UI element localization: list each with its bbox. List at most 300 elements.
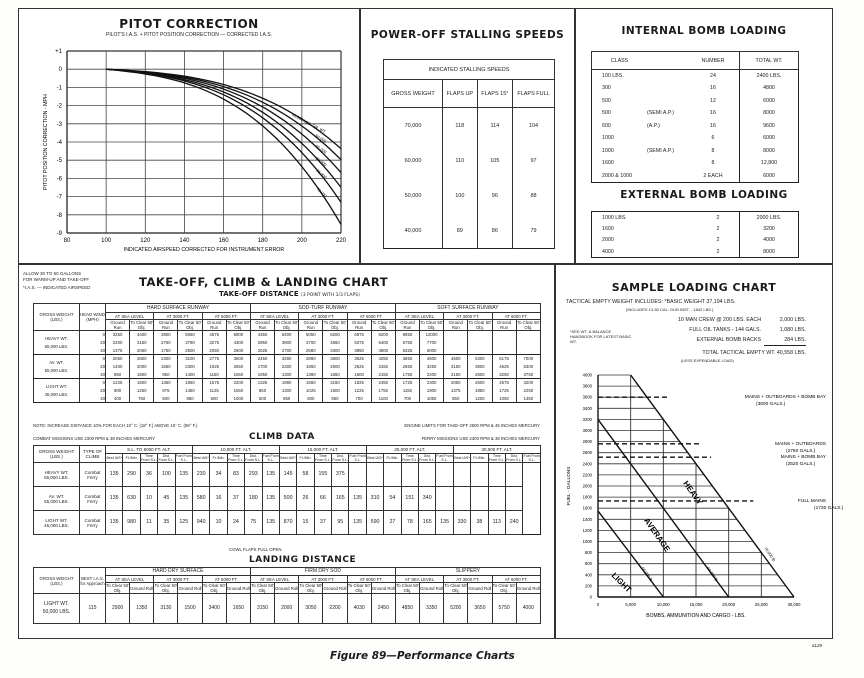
bomb-type xyxy=(647,95,687,108)
sub-column-header: Ground Run xyxy=(444,320,468,331)
bomb-total: 2400 LBS. xyxy=(740,70,799,83)
takeoff-cell: 40 xyxy=(80,371,106,379)
internal-bomb-row xyxy=(592,145,799,158)
weight-lbs: 45,000 LBS. xyxy=(44,392,69,397)
climb-type-combat: Combat xyxy=(84,517,101,523)
takeoff-cell: 1500 xyxy=(130,371,154,379)
climb-cell: 36 xyxy=(140,463,157,487)
takeoff-cell: 2650 xyxy=(395,363,419,371)
altitude-header: AT 3000 FT. xyxy=(299,576,347,583)
takeoff-cell: 3800 xyxy=(468,363,492,371)
sample-item-label: 10 MAN CREW @ 200 LBS. EACH xyxy=(677,317,762,323)
takeoff-cell: 2150 xyxy=(371,371,395,379)
climb-sub-header: Dist. From S.L. xyxy=(245,454,262,462)
takeoff-cell: 4500 xyxy=(420,355,444,363)
takeoff-cell: 1200 xyxy=(468,395,492,403)
internal-bomb-header: NUMBER xyxy=(687,52,740,70)
pitot-y-tick: +1 xyxy=(55,49,62,55)
landing-title: LANDING DISTANCE xyxy=(249,555,357,565)
sub-column-header: To Clear 50' Obj. xyxy=(178,320,202,330)
climb-sub-header: Time From S.L. xyxy=(401,454,418,462)
takeoff-cell: 7700 xyxy=(420,339,444,347)
loading-y-tick: 1600 xyxy=(582,505,592,511)
takeoff-subtitle: TAKE-OFF DISTANCE xyxy=(219,290,299,298)
bomb-class: 300 xyxy=(592,82,648,95)
stalling-header: FLAPS 15° xyxy=(477,80,512,108)
takeoff-cell: 1325 xyxy=(250,379,274,387)
stalling-cell: 89 xyxy=(443,213,478,248)
bomb-class: 100 LBS. xyxy=(592,70,648,83)
takeoff-cell: 1600 xyxy=(130,379,154,387)
bomb-loading-panel xyxy=(575,8,833,264)
takeoff-cell: 6175 xyxy=(492,355,516,363)
takeoff-cell: 0 xyxy=(80,355,106,363)
bomb-type: (A.P.) xyxy=(647,122,660,129)
bomb-class: 1600 xyxy=(592,223,698,235)
sub-column-header: To Clear 50' Obj. xyxy=(347,583,371,593)
climb-type xyxy=(80,463,106,487)
takeoff-cell: 1050 xyxy=(250,371,274,379)
takeoff-cell: 2025 xyxy=(250,347,274,355)
takeoff-cell: 5375 xyxy=(347,339,371,347)
takeoff-cell xyxy=(492,339,516,347)
landing-cell: 2000 xyxy=(275,594,299,624)
climb-cell: 135 xyxy=(175,463,192,487)
sub-column-header: Ground Roll xyxy=(371,583,395,594)
climb-cell xyxy=(488,487,505,511)
landing-cell: 3400 xyxy=(202,594,226,624)
climb-cell: 66 xyxy=(314,487,331,511)
takeoff-cell: 1250 xyxy=(130,387,154,395)
altitude-header: AT SEA LEVEL xyxy=(106,313,154,320)
takeoff-cell: 3150 xyxy=(323,379,347,387)
spacer xyxy=(647,52,687,70)
bomb-number: 2 xyxy=(716,248,720,255)
climb-cell: 135 xyxy=(262,487,279,511)
sub-column-header: To Clear 50' Obj. xyxy=(323,320,347,330)
climb-cell: 500 xyxy=(279,487,296,511)
climb-altitude: 30,000 FT. ALT. xyxy=(453,446,540,454)
pitot-series-label: 60,000 xyxy=(314,155,328,168)
takeoff-cell: 700 xyxy=(395,395,419,403)
fuel-reference-label: MAINS + OUTBOARDS + BOMB BAY xyxy=(744,395,826,401)
side-note: *SEE WT. & BALANCE HANDBOOK FOR LATEST BASIC WT. xyxy=(570,329,632,344)
takeoff-cell: 2200 xyxy=(106,339,130,347)
climb-cell: 151 xyxy=(401,487,418,511)
pitot-x-tick: 120 xyxy=(140,238,151,244)
internal-bomb-header: TOTAL WT. xyxy=(740,52,799,70)
sub-column-header: Ground Run xyxy=(299,320,323,331)
sample-item-value: 284 LBS. xyxy=(764,335,806,346)
climb-sub-header: Best IAS* xyxy=(106,454,123,463)
sample-item-value: 2,000 LBS. xyxy=(779,317,806,323)
sub-column-header: Ground Run xyxy=(154,320,178,331)
climb-sub-header: Time From S.L. xyxy=(228,454,244,462)
takeoff-cell: 3525 xyxy=(347,355,371,363)
basic-weight-value: 37,194 LBS. xyxy=(706,299,736,305)
weight-label: LIGHT WT. xyxy=(45,384,68,389)
loading-y-tick: 3200 xyxy=(582,416,592,422)
climb-row xyxy=(34,487,541,511)
bomb-class: 600 xyxy=(592,120,648,133)
takeoff-cell: 2050 xyxy=(444,379,468,387)
loading-y-tick: 2800 xyxy=(582,439,592,445)
pitot-y-tick: -6 xyxy=(56,176,62,183)
sub-column-header: Ground Run xyxy=(395,320,419,331)
takeoff-table xyxy=(33,303,541,403)
pitot-x-tick: 80 xyxy=(63,238,71,244)
climb-altitude: 15,000 FT. ALT. xyxy=(279,446,366,454)
stalling-cell: 105 xyxy=(477,143,512,178)
pitot-series-label: 70,000 xyxy=(315,186,329,199)
climb-table xyxy=(33,445,541,535)
climb-sub-header: Fuel From S.L. xyxy=(349,454,366,462)
pitot-y-tick: -4 xyxy=(56,140,62,146)
climb-sub-header: Time From S.L. xyxy=(488,454,505,462)
takeoff-cell: 1050 xyxy=(420,395,444,403)
loading-y-tick: 1400 xyxy=(582,516,592,522)
takeoff-cell: 2250 xyxy=(516,387,540,395)
total-label: TOTAL TACTICAL EMPTY WT. xyxy=(702,350,776,356)
sub-column-header: To Clear 50' Obj. xyxy=(130,320,154,330)
bomb-type xyxy=(647,157,687,170)
climb-type-ferry: Ferry xyxy=(87,498,98,504)
bomb-type xyxy=(647,82,687,95)
climb-cell: 165 xyxy=(419,511,436,535)
takeoff-cell: 2050 xyxy=(202,347,226,355)
stalling-row xyxy=(384,108,555,143)
pitot-y-tick: -5 xyxy=(56,158,62,165)
warmup-note-line: ALLOW 30 TO 50 GALLONS xyxy=(23,271,82,276)
weight-region-label: HEAVY xyxy=(681,479,705,507)
takeoff-subtitle-wrap xyxy=(219,290,360,298)
takeoff-cell: 1650 xyxy=(323,371,347,379)
altitude-header: AT 6000 FT. xyxy=(492,576,541,583)
takeoff-cell: 850 xyxy=(178,395,202,403)
altitude-header: AT 3000 FT. xyxy=(154,576,202,583)
takeoff-cell: 1725 xyxy=(492,387,516,395)
sub-column-header: Ground Roll xyxy=(226,583,250,594)
temperature-note: NOTE: INCREASE DISTANCE 10% FOR EACH 10° C. (18° F.) ABOVE 15° C. (59° F.) xyxy=(33,423,198,428)
takeoff-cell: 2580 xyxy=(299,347,323,355)
bomb-class: 1000 LBS. xyxy=(592,212,698,224)
internal-bomb-row xyxy=(592,70,799,83)
altitude-header: AT 3000 FT. xyxy=(299,313,347,320)
bomb-total: 9600 xyxy=(740,120,799,133)
climb-cell: 180 xyxy=(245,487,262,511)
altitude-header: AT SEA LEVEL xyxy=(395,576,443,583)
climb-sub-header: Dist. From S.L. xyxy=(506,454,523,462)
takeoff-cell: 6400 xyxy=(371,339,395,347)
climb-row xyxy=(34,463,541,487)
stalling-cell: 88 xyxy=(513,178,555,213)
takeoff-cell: 1550 xyxy=(154,363,178,371)
pitot-x-tick: 220 xyxy=(335,238,347,244)
climb-sub-header: Dist. From S.L. xyxy=(158,454,175,462)
bomb-type: (SEMI A.P.) xyxy=(647,147,674,154)
takeoff-row xyxy=(34,387,541,395)
takeoff-cell: 1550 xyxy=(299,379,323,387)
loading-x-tick: 15,000 xyxy=(689,602,703,607)
weight-label: LIGHT WT. xyxy=(45,517,68,523)
takeoff-cell: 850 xyxy=(444,395,468,403)
internal-bomb-row xyxy=(592,132,799,145)
climb-cell xyxy=(436,487,453,511)
bomb-total: 6000 xyxy=(740,170,799,183)
takeoff-cell: 3290 xyxy=(275,355,299,363)
bomb-total: 6000 xyxy=(740,95,799,108)
altitude-header: AT SEA LEVEL xyxy=(250,576,298,583)
takeoff-cell: 6000 xyxy=(420,347,444,355)
climb-altitude: 25,000 FT. ALT. xyxy=(366,446,453,454)
altitude-header: AT 6000 FT. xyxy=(202,576,250,583)
landing-ias: 115 xyxy=(80,594,106,624)
altitude-header: AT 3000 FT. xyxy=(444,576,492,583)
surface-header: HARD SURFACE RUNWAY xyxy=(106,304,251,313)
takeoff-cell: 1950 xyxy=(178,379,202,387)
pitot-x-tick: 180 xyxy=(257,238,268,244)
climb-cell: 75 xyxy=(245,511,262,535)
takeoff-cell: 3900 xyxy=(154,331,178,339)
landing-table xyxy=(33,567,541,624)
climb-sub-header: Time From S.L. xyxy=(141,454,157,462)
weight-class xyxy=(34,594,80,624)
bomb-number: 16 xyxy=(710,110,716,117)
bomb-total: 8000 xyxy=(740,107,799,120)
pitot-subtitle: PILOT'S I.A.S. + PITOT POSITION CORRECTION — CORRECTED I.A.S. xyxy=(106,32,272,38)
bomb-number: 12 xyxy=(710,97,716,104)
climb-cell: 310 xyxy=(366,487,383,511)
takeoff-cell: 40 xyxy=(80,347,106,355)
weight-lbs: 50,000 LBS. xyxy=(42,609,71,615)
bomb-class: 1000 xyxy=(592,132,648,145)
landing-cell: 3350 xyxy=(420,594,444,624)
loading-y-tick: 600 xyxy=(585,561,592,567)
sub-column-header: To Clear 50' Obj. xyxy=(275,320,299,330)
takeoff-cell: 1575 xyxy=(202,379,226,387)
stalling-cell: 96 xyxy=(477,178,512,213)
takeoff-cell: 3150 xyxy=(444,363,468,371)
pitot-series-label: 55,000 xyxy=(314,143,328,155)
takeoff-cell: 20 xyxy=(80,363,106,371)
weight-line-label: 50,000 lb xyxy=(640,565,654,583)
internal-bomb-row xyxy=(592,82,799,95)
takeoff-subtitle-note: (3 POINT WITH 1/3 FLAPS) xyxy=(301,293,360,298)
ferry-missions-note: FERRY MISSIONS USE 2300 RPM & 38 INCHES MERCURY xyxy=(421,436,540,441)
landing-col-gross: GROSS WEIGHT (LBS.) xyxy=(34,568,80,594)
climb-cell: 37 xyxy=(227,487,244,511)
takeoff-cell: 500 xyxy=(154,395,178,403)
climb-sub-header: Best IAS* xyxy=(279,454,296,463)
weight-lbs: 65,000 LBS. xyxy=(44,344,69,349)
takeoff-row xyxy=(34,379,541,387)
climb-cell: 155 xyxy=(314,463,331,487)
combat-missions-note: COMBAT MISSIONS USE 2300 RPM & 38 INCHES MERCURY xyxy=(33,436,156,441)
takeoff-cell: 3650 xyxy=(395,355,419,363)
takeoff-cell: 3275 xyxy=(202,339,226,347)
weight-class xyxy=(34,463,80,487)
climb-type-combat: Combat xyxy=(84,493,101,499)
bomb-number: 2 xyxy=(716,237,720,244)
climb-cell: 16 xyxy=(210,487,227,511)
sub-column-header: To Clear 50' Obj. xyxy=(444,583,468,593)
takeoff-cell: 5800 xyxy=(226,331,250,339)
climb-cell: 26 xyxy=(297,487,314,511)
pitot-y-tick: -3 xyxy=(56,121,62,128)
takeoff-col-wind: HEAD WIND (MPH) xyxy=(80,304,106,331)
internal-bomb-row xyxy=(592,170,799,183)
climb-cell: 135 xyxy=(436,511,453,535)
takeoff-cell: 850 xyxy=(275,395,299,403)
sub-column-header: Ground Run xyxy=(347,320,371,331)
pitot-chart xyxy=(19,43,359,261)
takeoff-cell: 3300 xyxy=(323,347,347,355)
loading-y-tick: 4000 xyxy=(582,372,592,378)
bomb-number: 2 EACH xyxy=(703,172,723,179)
stalling-table xyxy=(383,59,555,249)
climb-cell xyxy=(505,463,522,487)
weight-class xyxy=(34,487,80,511)
climb-cell: 83 xyxy=(227,463,244,487)
pitot-y-tick: -2 xyxy=(56,103,62,110)
pitot-y-tick: 0 xyxy=(58,67,62,74)
takeoff-row xyxy=(34,395,541,403)
total-sub: (LESS EXPENDABLE LOAD) xyxy=(681,358,734,363)
landing-cell: 2900 xyxy=(106,594,130,624)
climb-sub-header: Ft./Min. xyxy=(471,454,488,463)
takeoff-cell: 40 xyxy=(80,395,106,403)
internal-bomb-table xyxy=(591,51,799,183)
internal-bomb-row xyxy=(592,157,799,170)
bomb-class: 1600 xyxy=(592,157,648,170)
takeoff-cell: 1390 xyxy=(299,371,323,379)
takeoff-cell: 2750 xyxy=(154,339,178,347)
stalling-row xyxy=(384,178,555,213)
loading-x-tick: 0 xyxy=(596,602,600,607)
weight-class xyxy=(34,331,80,355)
sub-column-header: To Clear 50' Obj. xyxy=(154,583,178,593)
takeoff-cell: 800 xyxy=(106,387,130,395)
surface-header: SOD-TURF RUNWAY xyxy=(250,304,395,313)
landing-cell: 4000 xyxy=(516,594,540,624)
climb-cell: 293 xyxy=(245,463,262,487)
climb-cell: 27 xyxy=(384,511,401,535)
takeoff-cell: 1990 xyxy=(275,379,299,387)
takeoff-cell: 1300 xyxy=(275,371,299,379)
takeoff-cell xyxy=(468,331,492,339)
takeoff-cell: 3600 xyxy=(323,355,347,363)
weight-label: LIGHT WT. xyxy=(44,601,69,607)
takeoff-cell: 1350 xyxy=(154,379,178,387)
page-code: a129 xyxy=(812,643,823,648)
climb-cell: 54 xyxy=(384,487,401,511)
landing-cell: 2200 xyxy=(323,594,347,624)
bomb-total: 4000 xyxy=(740,235,799,247)
stalling-cell: 114 xyxy=(477,108,512,143)
sub-column-header: Ground Run xyxy=(202,320,226,331)
landing-cell: 4850 xyxy=(395,594,419,624)
pitot-x-tick: 140 xyxy=(179,238,190,244)
weight-lbs: 55,000 LBS. xyxy=(44,368,69,373)
loading-y-tick: 3800 xyxy=(582,383,592,389)
bomb-total: 8000 xyxy=(740,145,799,158)
stalling-cell: 79 xyxy=(513,213,555,248)
stalling-cell: 50,000 xyxy=(384,178,443,213)
landing-cell: 5200 xyxy=(444,594,468,624)
takeoff-cell: 950 xyxy=(154,371,178,379)
stalling-cell: 86 xyxy=(477,213,512,248)
takeoff-cell: 3250 xyxy=(420,363,444,371)
sub-column-header: To Clear 50' Obj. xyxy=(492,583,516,593)
takeoff-col-gross: GROSS WEIGHT (LBS.) xyxy=(34,304,80,331)
takeoff-cell: 750 xyxy=(130,395,154,403)
takeoff-cell: 4800 xyxy=(371,347,395,355)
takeoff-cell: 2525 xyxy=(347,363,371,371)
stalling-cell: 118 xyxy=(443,108,478,143)
landing-surface: HARD DRY SURFACE xyxy=(106,568,251,576)
stalling-cell: 100 xyxy=(443,178,478,213)
takeoff-cell: 7000 xyxy=(516,355,540,363)
landing-surface: SLIPPERY xyxy=(395,568,540,576)
takeoff-cell: 2150 xyxy=(444,371,468,379)
altitude-header: AT 3000 FT. xyxy=(444,313,492,320)
climb-sub-header: Dist. From S.L. xyxy=(332,454,349,462)
bomb-total: 6000 xyxy=(740,132,799,145)
takeoff-cell: 3700 xyxy=(299,339,323,347)
weight-class xyxy=(34,355,80,379)
stalling-header: GROSS WEIGHT xyxy=(384,80,443,108)
takeoff-cell: 2450 xyxy=(371,379,395,387)
pitot-x-label: INDICATED AIRSPEED CORRECTED FOR INSTRUMENT ERROR xyxy=(123,247,285,253)
loading-x-tick: 5,000 xyxy=(625,602,636,607)
takeoff-cell: 0 xyxy=(80,379,106,387)
bomb-total: 8000 xyxy=(740,246,799,258)
climb-sub-header: Fuel From S.L. xyxy=(175,454,192,462)
takeoff-cell: 5400 xyxy=(275,331,299,339)
takeoff-cell: 1400 xyxy=(178,371,202,379)
loading-x-tick: 30,000 xyxy=(787,602,801,607)
takeoff-cell: 950 xyxy=(323,395,347,403)
pitot-series-label: 65,000 xyxy=(315,167,328,180)
takeoff-cell: 2450 xyxy=(250,355,274,363)
takeoff-cell: 20 xyxy=(80,339,106,347)
takeoff-cell: 1150 xyxy=(202,371,226,379)
stalling-cell: 60,000 xyxy=(384,143,443,178)
takeoff-row xyxy=(34,339,541,347)
bomb-total: 4800 xyxy=(740,82,799,95)
takeoff-cell: 2500 xyxy=(178,347,202,355)
takeoff-cell: 1750 xyxy=(154,347,178,355)
takeoff-cell: 2575 xyxy=(492,379,516,387)
loading-y-tick: 2600 xyxy=(582,450,592,456)
climb-cell xyxy=(453,487,470,511)
stalling-title: POWER-OFF STALLING SPEEDS xyxy=(370,29,565,41)
sub-column-header: Ground Roll xyxy=(178,583,202,594)
takeoff-cell: 975 xyxy=(154,387,178,395)
pitot-title: PITOT CORRECTION xyxy=(119,17,259,31)
takeoff-cell xyxy=(492,347,516,355)
takeoff-cell xyxy=(468,347,492,355)
landing-cell: 2450 xyxy=(371,594,395,624)
bomb-type xyxy=(647,132,687,145)
climb-cell: 145 xyxy=(279,463,296,487)
climb-cell xyxy=(471,463,488,487)
pitot-x-tick: 200 xyxy=(296,238,307,244)
weight-label: HEAVY WT. xyxy=(44,469,69,475)
takeoff-cell xyxy=(444,339,468,347)
takeoff-cell: 850 xyxy=(250,387,274,395)
fuel-reference-sub: (1730 GALS.) xyxy=(814,505,844,511)
